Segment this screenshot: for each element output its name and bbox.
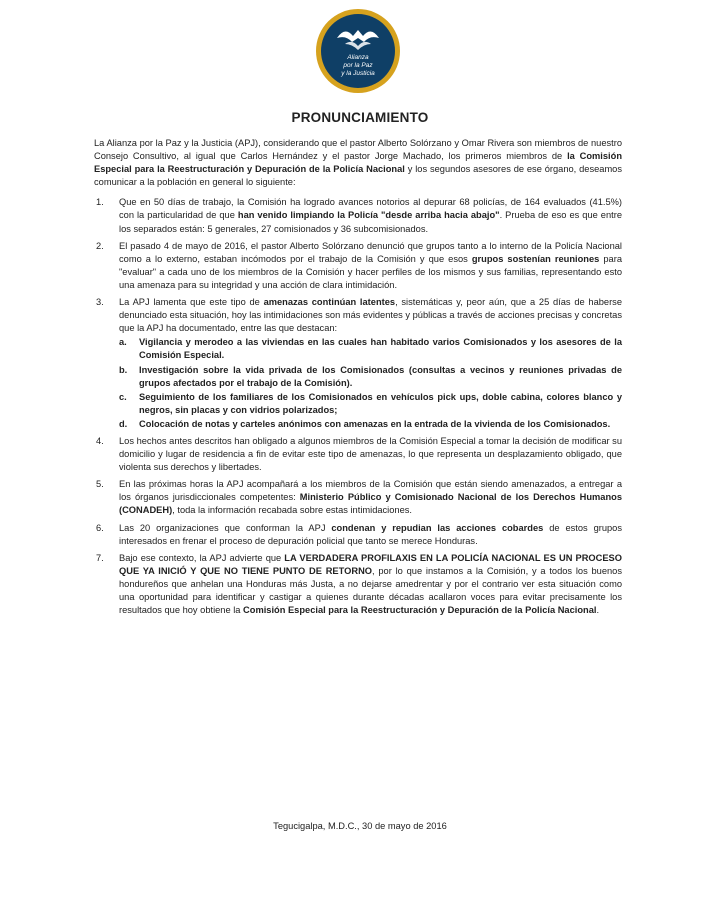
intro-text-1: La Alianza por la Paz y la Justicia (APJ), considerando que el pastor Alberto Solórzano y Omar Rivera son miembros de nuestro Consejo Consultivo, al igual que Carlos Hernández y el pastor Jorge Machado, los primeros miembros de xyxy=(94,138,622,162)
item-text: Los hechos antes descritos han obligado a algunos miembros de la Comisión Especial a tomar la decisión de modificar su domicilio y lugar de residencia a fin de evitar este tipo de amenazas, lo que representa un desplazamiento obligado, que violenta sus derechos y libertades. xyxy=(119,435,622,473)
sub-item-c xyxy=(119,391,622,417)
list-item-7 xyxy=(94,552,622,617)
sub-item-d xyxy=(119,418,622,431)
item-bold-text: han venido limpiando la Policía "desde arriba hacia abajo" xyxy=(237,210,500,221)
item-text: La APJ lamenta que este tipo de xyxy=(119,297,264,308)
item-number: 5. xyxy=(96,479,104,490)
sub-item-text: Vigilancia y merodeo a las viviendas en las cuales han habitado varios Comisionados y los asesores de la Comisión Especial. xyxy=(139,337,622,361)
sub-item-letter: c. xyxy=(119,391,127,402)
item-text: Bajo ese contexto, la APJ advierte que xyxy=(119,552,285,563)
sub-item-letter: b. xyxy=(119,364,128,375)
points-list xyxy=(94,196,622,617)
alianza-logo xyxy=(315,8,401,94)
sub-item-a xyxy=(119,336,622,362)
dove-emblem-icon xyxy=(315,8,401,94)
item-text: . Prueba de eso es que entre los separados están: 5 generales, 27 comisionados y 36 subcomisionados. xyxy=(119,210,622,234)
item-text: , sistemáticas y, peor aún, que a 25 días de haberse denunciado esta situación, hoy las intimidaciones son más evidentes y públicas a través de acciones precisas y concretas que la APJ ha documentado, entre las que destacan: xyxy=(119,297,622,334)
item-bold-text: condenan y repudian las acciones cobardes xyxy=(331,522,544,533)
list-item-1 xyxy=(94,196,622,235)
sub-item-text: Colocación de notas y carteles anónimos con amenazas en la entrada de la vivienda de los Comisionados. xyxy=(139,418,611,429)
sub-item-b xyxy=(119,364,622,390)
item-bold-text: Ministerio Público y Comisionado Nacional de los Derechos Humanos (CONADEH) xyxy=(119,492,622,516)
page-title: PRONUNCIAMIENTO xyxy=(291,110,429,125)
list-item-4 xyxy=(94,435,622,474)
item-bold-text: grupos sostenían reuniones xyxy=(471,253,600,264)
logo-text-line1: Alianza xyxy=(347,54,369,61)
sub-item-text: Investigación sobre la vida privada de los Comisionados (consultas a vecinos y reuniones privadas de grupos afectados por el trabajo de la Comisión). xyxy=(139,364,622,388)
list-item-2 xyxy=(94,240,622,292)
logo-text-line2: por la Paz xyxy=(343,62,373,69)
item-text: El pasado 4 de mayo de 2016, el pastor Alberto Solórzano denunció que grupos tanto a lo interno de la Policía Nacional como a lo externo, estaban incómodos por el trabajo de la Comisión y que esos xyxy=(119,240,622,264)
sub-item-letter: a. xyxy=(119,337,127,348)
list-item-5 xyxy=(94,478,622,517)
list-item-3 xyxy=(94,296,622,431)
item-text: . xyxy=(596,605,600,616)
item-text: para "evaluar" a cada uno de los miembros de la Comisión y hacer perfiles de los mismos y sus familias, representando esto una amenaza para su integridad y una acción de clara intimidación. xyxy=(119,253,622,290)
item-text: En las próximas horas la APJ acompañará a los miembros de la Comisión que están siendo amenazados, a entregar a los órganos jurisdiccionales competentes: xyxy=(119,479,622,503)
item-bold-text: Comisión Especial para la Reestructuración y Depuración de la Policía Nacional xyxy=(243,605,597,616)
item-number: 3. xyxy=(96,297,104,308)
intro-paragraph xyxy=(94,137,622,189)
item-number: 6. xyxy=(96,522,104,533)
logo-text-line3: y la Justicia xyxy=(341,70,375,77)
item-number: 7. xyxy=(96,552,104,563)
item-text: , por lo que instamos a la Comisión, y a todos los buenos hondureños que anhelan una Honduras más Justa, a no dejarse amedrentar y por el contrario ver esta situación como una oportunidad para identificar y castigar a quienes durante décadas acallaron voces para evitar precisamente los resultados que hoy obtiene la xyxy=(119,565,622,616)
intro-text-2: y los segundos asesores de ese órgano, deseamos comunicar a la población en general lo siguiente: xyxy=(94,164,623,188)
item-text: , toda la información recabada sobre estas intimidaciones. xyxy=(172,505,412,516)
list-item-6 xyxy=(94,522,622,548)
document-body xyxy=(94,137,622,621)
sub-item-letter: d. xyxy=(119,418,128,429)
item-bold-text: LA VERDADERA PROFILAXIS EN LA POLICÍA NACIONAL ES UN PROCESO QUE YA INICIÓ Y QUE NO TIENE PUNTO DE RETORNO xyxy=(119,552,622,576)
item-bold-text: amenazas continúan latentes xyxy=(263,297,396,308)
item-text: de estos grupos interesados en frenar el proceso de depuración policial que tanto se merece Honduras. xyxy=(119,522,622,546)
item-number: 2. xyxy=(96,240,104,251)
item-number: 4. xyxy=(96,435,104,446)
item-number: 1. xyxy=(96,197,104,208)
intro-bold-commission: la Comisión Especial para la Reestructuración y Depuración de la Policía Nacional xyxy=(94,151,622,175)
item-text: Que en 50 días de trabajo, la Comisión ha logrado avances notorios al depurar 68 policías, de 164 evaluados (41.5%) con la particularidad de que xyxy=(119,197,622,221)
item-text: Las 20 organizaciones que conforman la APJ xyxy=(119,522,332,533)
sub-item-text: Seguimiento de los familiares de los Comisionados en vehículos pick ups, doble cabina, colores blanco y negros, sin placas y con vidrios polarizados; xyxy=(139,391,622,415)
sub-list xyxy=(119,336,622,431)
place-date-line: Tegucigalpa, M.D.C., 30 de mayo de 2016 xyxy=(273,821,447,831)
